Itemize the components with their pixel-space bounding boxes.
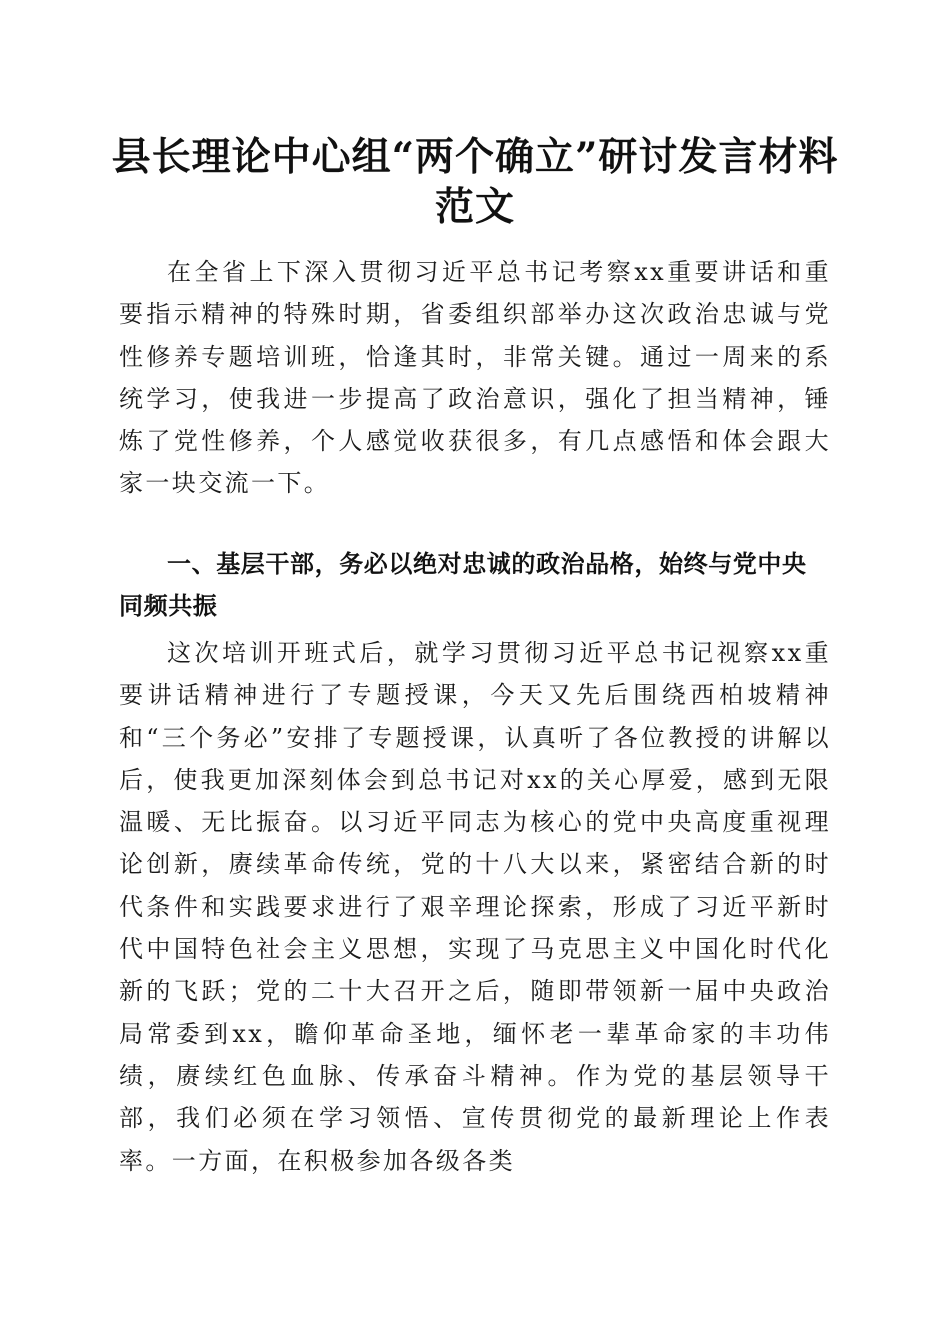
section-heading: 一、基层干部，务必以绝对忠诚的政治品格，始终与党中央同频共振 bbox=[119, 550, 807, 620]
document-title: 县长理论中心组“两个确立”研讨发言材料范文 bbox=[111, 134, 839, 230]
intro-paragraph: 在全省上下深入贯彻习近平总书记考察xx重要讲话和重要指示精神的特殊时期，省委组织部举办这次政治忠诚与党性修养专题培训班，恰逢其时，非常关键。通过一周来的系统学习，使我进一步提高了政治意识，强化了担当精神，锤炼了党性修养，个人感觉收获很多，有几点感悟和体会跟大家一块交流一下。 bbox=[119, 258, 831, 498]
section-paragraph: 这次培训开班式后，就学习贯彻习近平总书记视察xx重要讲话精神进行了专题授课，今天又先后围绕西柏坡精神和“三个务必”安排了专题授课，认真听了各位教授的讲解以后，使我更加深刻体会到总书记对xx的关心厚爱，感到无限温暖、无比振奋。以习近平同志为核心的党中央高度重视理论创新，赓续革命传统，党的十八大以来，紧密结合新的时代条件和实践要求进行了艰辛理论探索，形成了习近平新时代中国特色社会主义思想，实现了马克思主义中国化时代化新的飞跃；党的二十大召开之后，随即带领新一届中央政治局常委到xx，瞻仰革命圣地，缅怀老一辈革命家的丰功伟绩，赓续红色血脉、传承奋斗精神。作为党的基层领导干部，我们必须在学习领悟、宣传贯彻党的最新理论上作表率。一方面，在积极参加各级各类 bbox=[119, 639, 831, 1175]
